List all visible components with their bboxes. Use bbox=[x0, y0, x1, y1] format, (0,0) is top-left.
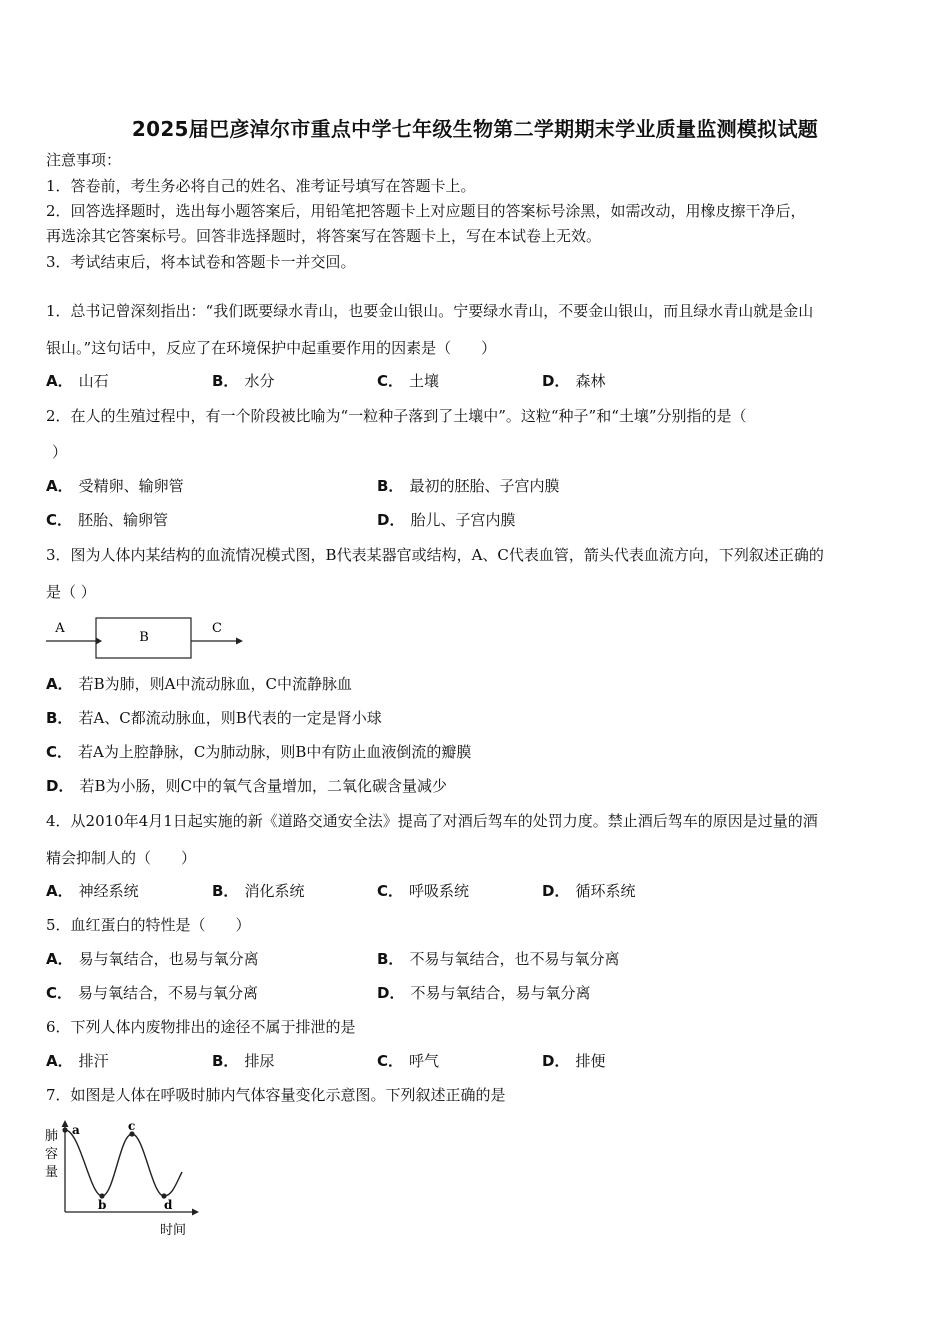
question-2-option-b: B． 最初的胚胎、子宫内膜 bbox=[377, 477, 560, 495]
question-1-text: 1．总书记曾深刻指出：“我们既要绿水青山，也要金山银山。宁要绿水青山，不要金山银山，而且绿水青山就是金山 bbox=[46, 302, 814, 320]
question-2-option-c: C． 胚胎、输卵管 bbox=[46, 511, 169, 529]
question-4-text: 4．从2010年4月1日起实施的新《道路交通安全法》提高了对酒后驾车的处罚力度。禁止酒后驾车的原因是过量的酒 bbox=[46, 812, 818, 830]
question-2-option-d: D． 胎儿、子宫内膜 bbox=[377, 511, 516, 529]
question-3-option-b: B． 若A、C都流动脉血，则B代表的一定是肾小球 bbox=[46, 709, 382, 727]
arrow-in-head bbox=[96, 638, 102, 645]
question-6-option-b: B． 排尿 bbox=[212, 1052, 275, 1070]
question-1-option-a: A． 山石 bbox=[46, 372, 109, 390]
point-d-label: d bbox=[164, 1198, 173, 1212]
point-a-label: a bbox=[72, 1123, 80, 1137]
question-1-text: 银山。”这句话中，反应了在环境保护中起重要作用的因素是（ ） bbox=[46, 339, 497, 357]
question-2-text: 2．在人的生殖过程中，有一个阶段被比喻为“一粒种子落到了土壤中”。这粒“种子”和“土壤”分别指的是（ bbox=[46, 407, 747, 425]
notice-item: 1．答卷前，考生务必将自己的姓名、准考证号填写在答题卡上。 bbox=[46, 177, 476, 195]
question-6-option-c: C． 呼气 bbox=[377, 1052, 440, 1070]
question-4-text: 精会抑制人的（ ） bbox=[46, 849, 197, 867]
question-4-option-a: A． 神经系统 bbox=[46, 882, 139, 900]
question-5-option-c: C． 易与氧结合，不易与氧分离 bbox=[46, 984, 259, 1002]
question-5-text: 5．血红蛋白的特性是（ ） bbox=[46, 916, 251, 934]
question-1-option-d: D． 森林 bbox=[542, 372, 606, 390]
notice-item: 2．回答选择题时，选出每小题答案后，用铅笔把答题卡上对应题目的答案标号涂黑，如需改动，用橡皮擦干净后， bbox=[46, 202, 806, 220]
question-3-option-a: A． 若B为肺，则A中流动脉血，C中流静脉血 bbox=[46, 675, 352, 693]
page-title: 2025届巴彦淖尔市重点中学七年级生物第二学期期末学业质量监测模拟试题 bbox=[131, 117, 819, 141]
diagram-label-b: B bbox=[139, 630, 149, 645]
question-4-option-c: C． 呼吸系统 bbox=[377, 882, 470, 900]
notice-item: 3．考试结束后，将本试卷和答题卡一并交回。 bbox=[46, 253, 356, 271]
diagram-label-c: C bbox=[212, 621, 222, 636]
question-4-option-d: D． 循环系统 bbox=[542, 882, 636, 900]
question-5-option-a: A． 易与氧结合，也易与氧分离 bbox=[46, 950, 259, 968]
question-7-text: 7．如图是人体在呼吸时肺内气体容量变化示意图。下列叙述正确的是 bbox=[46, 1086, 506, 1104]
diagram-label-a: A bbox=[55, 621, 65, 636]
graph-xlabel: 时间 bbox=[160, 1223, 187, 1238]
graph-ylabel: 量 bbox=[45, 1165, 59, 1180]
point-c-label: c bbox=[128, 1119, 136, 1133]
question-4-option-b: B． 消化系统 bbox=[212, 882, 305, 900]
question-5-option-b: B． 不易与氧结合，也不易与氧分离 bbox=[377, 950, 620, 968]
question-6-option-d: D． 排便 bbox=[542, 1052, 606, 1070]
question-2-option-a: A． 受精卵、输卵管 bbox=[46, 477, 184, 495]
notice-heading: 注意事项： bbox=[46, 151, 122, 169]
x-axis-arrow bbox=[192, 1209, 199, 1216]
question-6-option-a: A． 排汗 bbox=[46, 1052, 109, 1070]
question-6-text: 6．下列人体内废物排出的途径不属于排泄的是 bbox=[46, 1018, 356, 1036]
y-axis-arrow bbox=[62, 1120, 69, 1127]
lung-volume-graph bbox=[40, 1118, 210, 1244]
question-2-text: ） bbox=[52, 443, 68, 461]
question-1-option-b: B． 水分 bbox=[212, 372, 275, 390]
blood-flow-diagram bbox=[44, 612, 248, 662]
question-3-text: 是（ ） bbox=[46, 583, 96, 601]
point-b-label: b bbox=[98, 1198, 107, 1212]
question-3-option-d: D． 若B为小肠，则C中的氧气含量增加，二氧化碳含量减少 bbox=[46, 777, 447, 795]
graph-ylabel: 肺 bbox=[45, 1129, 59, 1144]
question-1-option-c: C． 土壤 bbox=[377, 372, 440, 390]
question-3-text: 3．图为人体内某结构的血流情况模式图，B代表某器官或结构，A、C代表血管，箭头代表血流方向，下列叙述正确的 bbox=[46, 546, 824, 564]
volume-curve bbox=[65, 1130, 182, 1196]
notice-item: 再选涂其它答案标号。回答非选择题时，将答案写在答题卡上，写在本试卷上无效。 bbox=[46, 227, 602, 245]
question-5-option-d: D． 不易与氧结合，易与氧分离 bbox=[377, 984, 591, 1002]
graph-ylabel: 容 bbox=[45, 1147, 59, 1162]
question-3-option-c: C． 若A为上腔静脉，C为肺动脉，则B中有防止血液倒流的瓣膜 bbox=[46, 743, 472, 761]
point-a-marker bbox=[62, 1127, 67, 1132]
arrow-out-head bbox=[236, 638, 243, 645]
